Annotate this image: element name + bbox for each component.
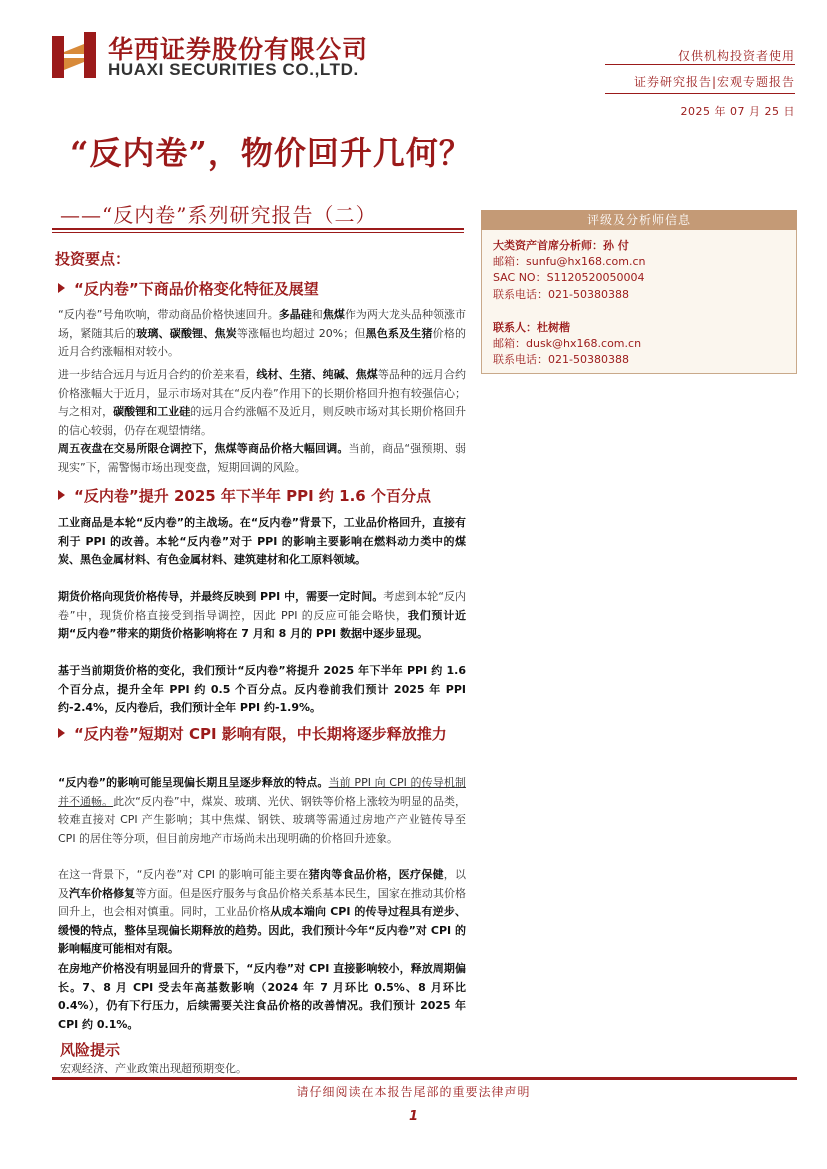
section-3-paragraph-2: 在这一背景下，“反内卷”对 CPI 的影响可能主要在猪肉等食品价格，医疗保健，以及汽车价格修复等方面。但是医疗服务与食品价格关系基本民生，国家在推动其价格回升上，也会相对慎重。同时，工业品价格从成本端向 CPI 的传导过程具有逆步、缓慢的特点，整体呈现偏长期释放的趋势。因此，我们预计今年“反内卷”对 CPI 的影响幅度可能相对有限。: [58, 868, 467, 955]
analyst-box-heading: 评级及分析师信息: [481, 210, 797, 230]
section-2-paragraph-2: 期货价格向现货价格传导，并最终反映到 PPI 中，需要一定时间。考虑到本轮“反内卷”中，现货价格直接受到指导调控，因此 PPI 的反应可能会略快，我们预计近期“反内卷”带来的期货价格影响将在 7 月和 8 月的 PPI 数据中逐步显现。: [58, 590, 467, 640]
section-3-paragraph-1: “反内卷”的影响可能呈现偏长期且呈逐步释放的特点。当前 PPI 向 CPI 的传导机制并不通畅。此次“反内卷”中，煤炭、玻璃、光伏、钢铁等价格上涨较为明显的品类，较难直接对 CPI 产生影响；其中焦煤、钢铁、玻璃等需通过房地产产业链传导至 CPI 的居住等分项，但目前房地产市场尚未出现明确的价格回升迹象。: [58, 776, 467, 845]
triangle-bullet-icon: [58, 283, 65, 293]
triangle-bullet-icon: [58, 490, 65, 500]
triangle-bullet-icon: [58, 728, 65, 738]
analyst-sac-no: SAC NO：S1120520050004: [493, 271, 645, 284]
summary-heading: 投资要点：: [55, 250, 131, 268]
analyst-phone: 联系电话：021-50380388: [493, 288, 629, 301]
company-name-en: HUAXI SECURITIES CO.,LTD.: [108, 60, 359, 79]
section-2-paragraph-1: 工业商品是本轮“反内卷”的主战场。在“反内卷”背景下，工业品价格回升，直接有利于 PPI 的改善。本轮“反内卷”对于 PPI 的影响主要影响在燃料动力类中的煤炭、黑色金属材料、有色金属材料、建筑建材和化工原料领域。: [58, 516, 466, 566]
contact-person: 联系人：杜树楷: [493, 321, 570, 334]
chief-analyst: 大类资产首席分析师：孙 付: [493, 239, 629, 252]
subtitle-rule: [52, 232, 464, 233]
section-1-paragraph-3: 周五夜盘在交易所限仓调控下，焦煤等商品价格大幅回调。当前，商品“强预期、弱现实”下，需警惕市场出现变盘，短期回调的风险。: [58, 442, 466, 474]
section-1-heading: “反内卷”下商品价格变化特征及展望: [58, 278, 319, 299]
report-category: 证券研究报告|宏观专题报告: [633, 75, 795, 89]
section-2-heading: “反内卷”提升 2025 年下半年 PPI 约 1.6 个百分点: [58, 485, 431, 506]
section-2-paragraph-3: 基于当前期货价格的变化，我们预计“反内卷”将提升 2025 年下半年 PPI 约 1.6 个百分点，提升全年 PPI 约 0.5 个百分点。反内卷前我们预计 2025 年 PPI 约-2.4%，反内卷后，我们预计全年 PPI 约-1.9%。: [58, 664, 466, 714]
page-number: 1: [408, 1109, 419, 1124]
header-divider: [605, 93, 795, 94]
audience-note: 仅供机构投资者使用: [677, 49, 795, 63]
section-3-heading: “反内卷”短期对 CPI 影响有限，中长期将逐步释放推力: [58, 722, 468, 746]
section-1-paragraph-2: 进一步结合远月与近月合约的价差来看，线材、生猪、纯碱、焦煤等品种的远月合约价格涨幅大于近月，显示市场对其在“反内卷”作用下的长期价格回升抱有较强信心；与之相对，碳酸锂和工业硅的远月合约涨幅不及近月，则反映市场对其长期价格回升的信心较弱，仍存在观望情绪。: [58, 368, 467, 437]
huaxi-logo-icon: [52, 32, 96, 78]
subtitle-rule: [52, 228, 464, 230]
report-subtitle: ——“反内卷”系列研究报告（二）: [60, 203, 377, 227]
footer-rule: [52, 1077, 797, 1080]
report-title: “反内卷”，物价回升几何？: [70, 134, 472, 172]
contact-phone: 联系电话：021-50380388: [493, 353, 629, 366]
header-divider: [605, 64, 795, 65]
section-1-paragraph-1: “反内卷”号角吹响，带动商品价格快速回升。多晶硅和焦煤作为两大龙头品种领涨市场，紧随其后的玻璃、碳酸锂、焦炭等涨幅也均超过 20%；但黑色系及生猪价格的近月合约涨幅相对较小。: [58, 308, 467, 358]
section-3-paragraph-3: 在房地产价格没有明显回升的背景下，“反内卷”对 CPI 直接影响较小，释放周期偏长。7、8 月 CPI 受去年高基数影响（2024 年 7 月环比 0.5%、8 月环比 0.4%），仍有下行压力，后续需要关注食品价格的改善情况。我们预计 2025 年 CPI 约 0.1%。: [58, 962, 466, 1031]
risk-text: 宏观经济、产业政策出现超预期变化。: [60, 1062, 247, 1075]
risk-heading: 风险提示: [60, 1041, 121, 1059]
analyst-email[interactable]: 邮箱：sunfu@hx168.com.cn: [493, 255, 646, 268]
company-name-cn: 华西证券股份有限公司: [108, 35, 369, 64]
contact-email[interactable]: 邮箱：dusk@hx168.com.cn: [493, 337, 642, 350]
legal-notice: 请仔细阅读在本报告尾部的重要法律声明: [296, 1085, 531, 1099]
report-date: 2025 年 07 月 25 日: [680, 105, 795, 118]
